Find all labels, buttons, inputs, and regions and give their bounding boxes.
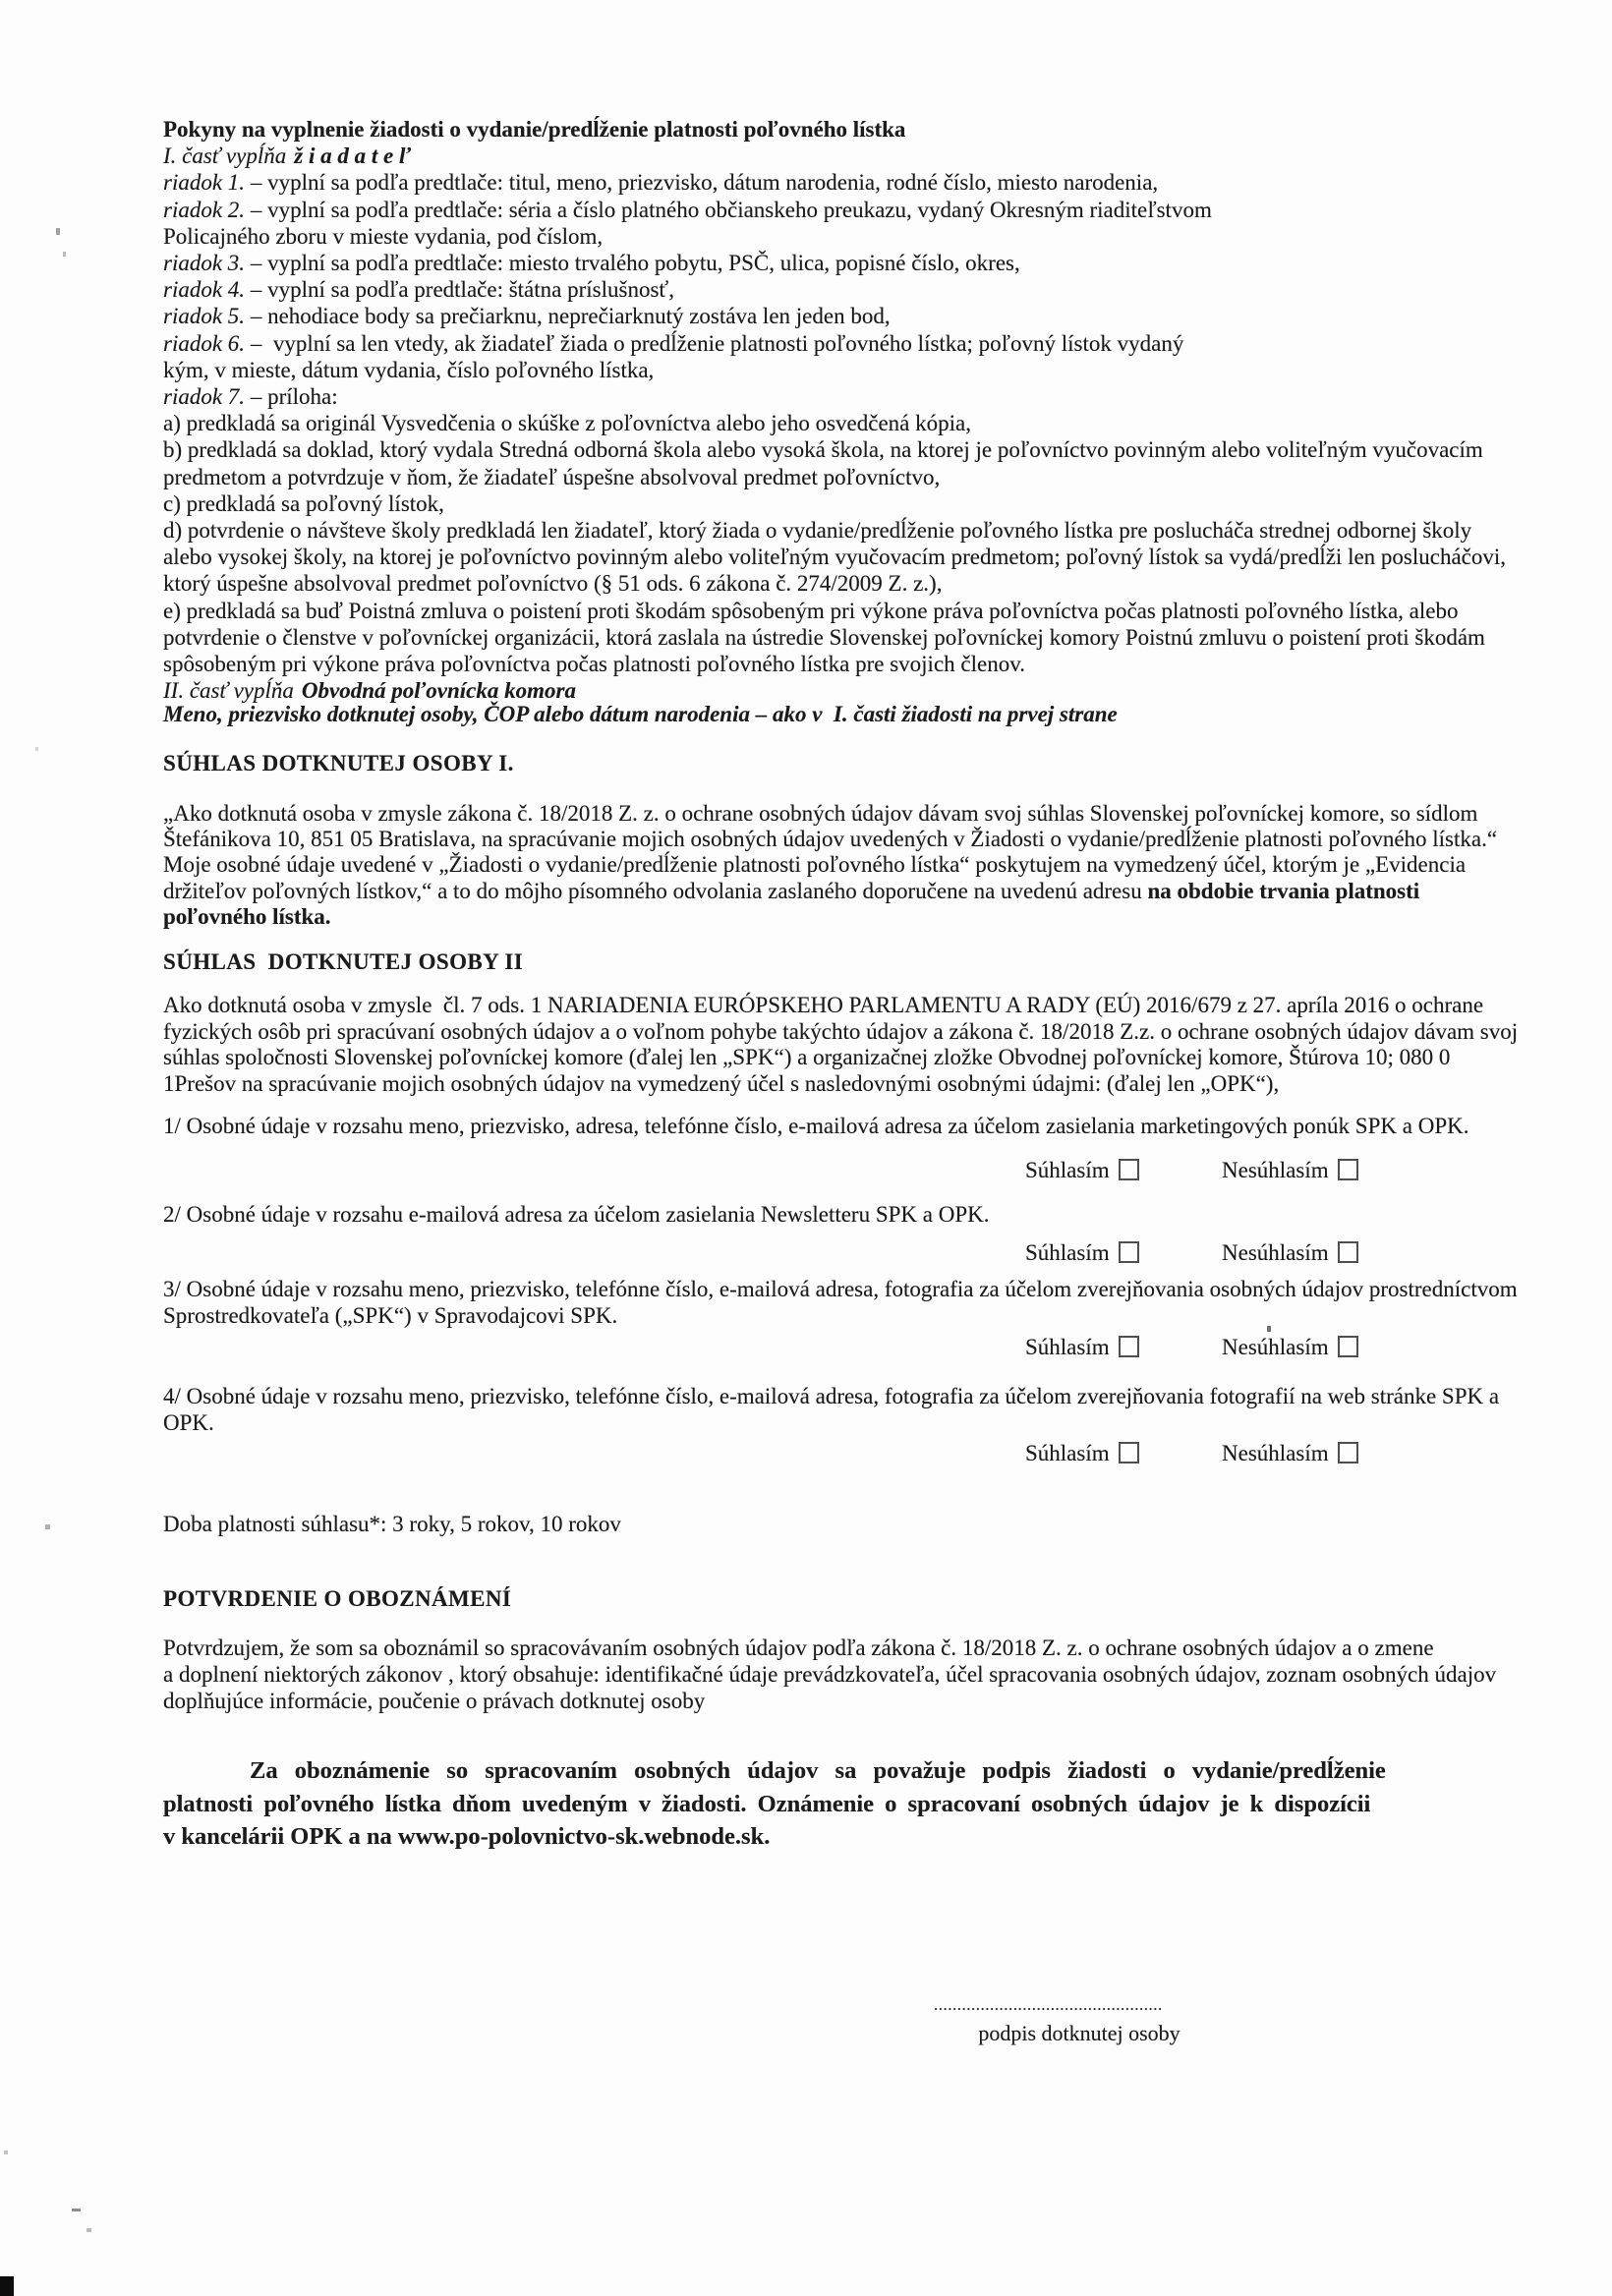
part2-prefix: II. časť vypĺňa bbox=[163, 678, 294, 704]
consent-item-1 bbox=[163, 1113, 1468, 1139]
instruction-line: c) predkladá sa poľovný lístok, bbox=[163, 490, 444, 516]
consent2-line: súhlas spoločnosti Slovenskej poľovníckej komore (ďalej len „SPK“) a organizačnej zložke Obvodnej poľovníckej komore, Štúrova 10; 080 0 bbox=[163, 1045, 1451, 1070]
identity-instruction-line: Meno, priezvisko dotknutej osoby, ČOP alebo dátum narodenia – ako v I. časti žiadosti na prvej strane bbox=[163, 702, 1118, 726]
instruction-line: riadok 2. – vyplní sa podľa predtlače: séria a číslo platného občianskeho preukazu, vydaný Okresným riaditeľstvom bbox=[163, 197, 1212, 222]
confirmation-line: Potvrdzujem, že som sa oboznámil so spracovávaním osobných údajov podľa zákona č. 18/2018 Z. z. o ochrane osobných údajov a o zmene bbox=[163, 1636, 1434, 1660]
part1-line bbox=[163, 143, 1506, 169]
consent1-paragraph bbox=[163, 801, 1497, 930]
instruction-line: ktorý úspešne absolvoval predmet poľovníctvo (§ 51 ods. 6 zákona č. 274/2009 Z. z.), bbox=[163, 571, 943, 597]
disagree-checkbox[interactable] bbox=[1338, 1336, 1358, 1357]
agree-checkbox[interactable] bbox=[1119, 1336, 1139, 1357]
instruction-line: d) potvrdenie o návšteve školy predkladá len žiadateľ, ktorý žiada o vydanie/predĺženie poľovného lístka pre poslucháča strednej odbornej školy bbox=[163, 518, 1472, 544]
consent2-heading-wrap bbox=[163, 948, 523, 975]
consent1-line: „Ako dotknutá osoba v zmysle zákona č. 18/2018 Z. z. o ochrane osobných údajov dávam svoj súhlas Slovenskej poľovníckej komore, so sídlom bbox=[163, 801, 1478, 826]
consent2-heading: SÚHLAS DOTKNUTEJ OSOBY II bbox=[163, 949, 524, 974]
closing-line: v kancelárii OPK a na www.po-polovnictvo-sk.webnode.sk. bbox=[163, 1823, 771, 1850]
consent-row-4 bbox=[163, 1441, 1500, 1468]
disagree-option: Nesúhlasím bbox=[1222, 1441, 1358, 1466]
consent-item-3 bbox=[163, 1277, 1518, 1329]
disagree-option: Nesúhlasím bbox=[1222, 1158, 1358, 1183]
consent2-line: 1Prešov na spracúvanie mojich osobných údajov na vymedzený účel s nasledovnými osobnými údajmi: (ďalej len „OPK“), bbox=[163, 1070, 1280, 1096]
confirmation-line: doplňujúce informácie, poučenie o právach dotknutej osoby bbox=[163, 1689, 706, 1714]
consent1-line: držiteľov poľovných lístkov,“ a to do môjho písomného odvolania zaslaného doporučene na uvedenú adresu na obdobie trvania platnosti bbox=[163, 878, 1420, 903]
agree-option: Súhlasím bbox=[1025, 1441, 1139, 1466]
consent-item-text: Sprostredkovateľa („SPK“) v Spravodajcovi SPK. bbox=[163, 1302, 618, 1328]
agree-checkbox[interactable] bbox=[1119, 1442, 1139, 1464]
signature-label: podpis dotknutej osoby bbox=[978, 2021, 1180, 2045]
consent1-bold-tail: na obdobie trvania platnosti bbox=[1147, 878, 1420, 903]
identity-section bbox=[163, 701, 1118, 727]
confirmation-heading: POTVRDENIE O OBOZNÁMENÍ bbox=[163, 1586, 512, 1611]
agree-checkbox[interactable] bbox=[1119, 1241, 1139, 1263]
scan-artifact bbox=[72, 2209, 81, 2211]
instruction-line: Policajného zboru v mieste vydania, pod číslom, bbox=[163, 223, 604, 249]
disagree-checkbox[interactable] bbox=[1338, 1159, 1358, 1180]
consent2-line: fyzických osôb pri spracúvaní osobných údajov a o voľnom pohybe takýchto údajov a zákona č. 18/2018 Z.z. o ochrane osobných údajov dávam svoj bbox=[163, 1018, 1519, 1044]
consent1-heading: SÚHLAS DOTKNUTEJ OSOBY I. bbox=[163, 751, 514, 775]
agree-checkbox[interactable] bbox=[1119, 1159, 1139, 1180]
validity-section bbox=[163, 1511, 621, 1537]
closing-line: platnosti poľovného lístka dňom uvedeným v žiadosti. Oznámenie o spracovaní osobných údajov je k dispozícii bbox=[163, 1790, 1371, 1817]
consent1-line: poľovného lístka. bbox=[163, 903, 331, 929]
instruction-line: riadok 6. – vyplní sa len vtedy, ak žiadateľ žiada o predĺženie platnosti poľovného lístka; poľovný lístok vydaný bbox=[163, 330, 1184, 356]
consent-item-text: 4/ Osobné údaje v rozsahu meno, priezvisko, telefónne číslo, e-mailová adresa, fotografia za účelom zverejňovania fotografií na web stránke SPK a bbox=[163, 1384, 1500, 1408]
disagree-checkbox[interactable] bbox=[1338, 1241, 1358, 1263]
consent-item-2 bbox=[163, 1201, 990, 1228]
consent-row-3 bbox=[163, 1335, 1500, 1362]
scan-artifact bbox=[45, 1524, 50, 1529]
disagree-checkbox[interactable] bbox=[1338, 1442, 1358, 1464]
instruction-line: alebo vysokej školy, na ktorej je poľovníctvo povinným alebo voliteľným vyučovacím predmetom; poľovný lístok sa vydá/predĺži len poslucháčovi, bbox=[163, 545, 1507, 570]
instruction-line: riadok 1. – vyplní sa podľa predtlače: titul, meno, priezvisko, dátum narodenia, rodné číslo, miesto narodenia, bbox=[163, 170, 1159, 196]
consent-item-text: OPK. bbox=[163, 1409, 214, 1435]
consent-item-text: 1/ Osobné údaje v rozsahu meno, priezvisko, adresa, telefónne číslo, e-mailová adresa za účelom zasielania marketingových ponúk SPK a OPK. bbox=[163, 1114, 1469, 1138]
instruction-line: b) predkladá sa doklad, ktorý vydala Stredná odborná škola alebo vysoká škola, na ktorej je poľovníctvo povinným alebo voliteľným vyučovacím bbox=[163, 437, 1483, 463]
scan-artifact bbox=[1267, 1326, 1271, 1332]
consent1-line: Moje osobné údaje uvedené v „Žiadosti o vydanie/predĺženie platnosti poľovného lístka“ poskytujem na vymedzený účel, ktorým je „Evidencia bbox=[163, 852, 1467, 878]
instruction-line: spôsobeným pri výkone práva poľovníctva počas platnosti poľovného lístka pre svojich členov. bbox=[163, 652, 1025, 677]
instruction-line: riadok 5. – nehodiace body sa prečiarknu, neprečiarknutý zostáva len jeden bod, bbox=[163, 304, 891, 329]
scan-artifact bbox=[0, 2276, 14, 2296]
instruction-line: e) predkladá sa buď Poistná zmluva o poistení proti škodám spôsobeným pri výkone práva poľovníctva počas platnosti poľovného lístka, alebo bbox=[163, 598, 1459, 623]
validity-line: Doba platnosti súhlasu*: 3 roky, 5 rokov, 10 rokov bbox=[163, 1512, 621, 1536]
consent1-line: Štefánikova 10, 851 05 Bratislava, na spracúvanie mojich osobných údajov uvedených v Žiadosti o vydanie/predĺženie platnosti poľovného lístka.“ bbox=[163, 827, 1498, 852]
signature-dotted-line: ................................................. bbox=[934, 1995, 1163, 2014]
scan-artifact bbox=[56, 228, 60, 235]
agree-option: Súhlasím bbox=[1025, 1335, 1139, 1360]
consent1-heading-wrap bbox=[163, 750, 514, 776]
instruction-line: predmetom a potvrdzuje v ňom, že žiadateľ úspešne absolvoval predmet poľovníctvo, bbox=[163, 464, 941, 489]
part2-filler: Obvodná poľovnícka komora bbox=[301, 678, 576, 704]
instructions-section bbox=[163, 116, 1506, 704]
scan-artifact bbox=[86, 2228, 91, 2232]
confirmation-heading-wrap bbox=[163, 1585, 511, 1612]
confirmation-paragraph bbox=[163, 1635, 1496, 1715]
agree-option: Súhlasím bbox=[1025, 1158, 1139, 1183]
instructions-title: Pokyny na vyplnenie žiadosti o vydanie/predĺženie platnosti poľovného lístka bbox=[163, 117, 906, 142]
part1-filler: ž i a d a t e ľ bbox=[294, 144, 411, 169]
part1-prefix: I. časť vypĺňa bbox=[163, 144, 287, 169]
disagree-option: Nesúhlasím bbox=[1222, 1335, 1358, 1360]
scan-artifact bbox=[35, 747, 38, 751]
consent2-paragraph bbox=[163, 993, 1518, 1097]
scan-artifact bbox=[63, 252, 66, 257]
instruction-line: a) predkladá sa originál Vysvedčenia o skúške z poľovníctva alebo jeho osvedčená kópia, bbox=[163, 411, 971, 436]
disagree-option: Nesúhlasím bbox=[1222, 1240, 1358, 1266]
consent2-line: Ako dotknutá osoba v zmysle čl. 7 ods. 1 NARIADENIA EURÓPSKEHO PARLAMENTU A RADY (EÚ) 2016/679 z 27. apríla 2016 o ochrane bbox=[163, 993, 1484, 1017]
instruction-line: kým, v mieste, dátum vydania, číslo poľovného lístka, bbox=[163, 357, 655, 382]
scan-artifact bbox=[4, 2151, 8, 2154]
instruction-line: potvrdenie o členstve v poľovníckej organizácii, ktorá zaslala na ústredie Slovenskej poľovníckej komory Poistnú zmluvu o poistení proti škodám bbox=[163, 624, 1485, 650]
consent-item-4 bbox=[163, 1384, 1499, 1436]
instruction-line: riadok 4. – vyplní sa podľa predtlače: štátna príslušnosť, bbox=[163, 277, 674, 303]
instruction-line: riadok 3. – vyplní sa podľa predtlače: miesto trvalého pobytu, PSČ, ulica, popisné číslo, okres, bbox=[163, 251, 1020, 276]
agree-option: Súhlasím bbox=[1025, 1240, 1139, 1266]
consent-row-1 bbox=[163, 1158, 1500, 1185]
confirmation-line: a doplnení niektorých zákonov , ktorý obsahuje: identifikačné údaje prevádzkovateľa, účel spracovania osobných údajov, zoznam osobných údajov bbox=[163, 1662, 1497, 1688]
closing-line: Za oboznámenie so spracovaním osobných údajov sa považuje podpis žiadosti o vydanie/predĺženie bbox=[250, 1757, 1386, 1784]
consent-row-2 bbox=[163, 1240, 1500, 1268]
closing-paragraph bbox=[163, 1754, 1386, 1854]
consent-item-text: 3/ Osobné údaje v rozsahu meno, priezvisko, telefónne číslo, e-mailová adresa, fotografia za účelom zverejňovania osobných údajov prostredníctvom bbox=[163, 1277, 1518, 1301]
instruction-line: riadok 7. – príloha: bbox=[163, 384, 338, 410]
consent-item-text: 2/ Osobné údaje v rozsahu e-mailová adresa za účelom zasielania Newsletteru SPK a OPK. bbox=[163, 1202, 990, 1227]
